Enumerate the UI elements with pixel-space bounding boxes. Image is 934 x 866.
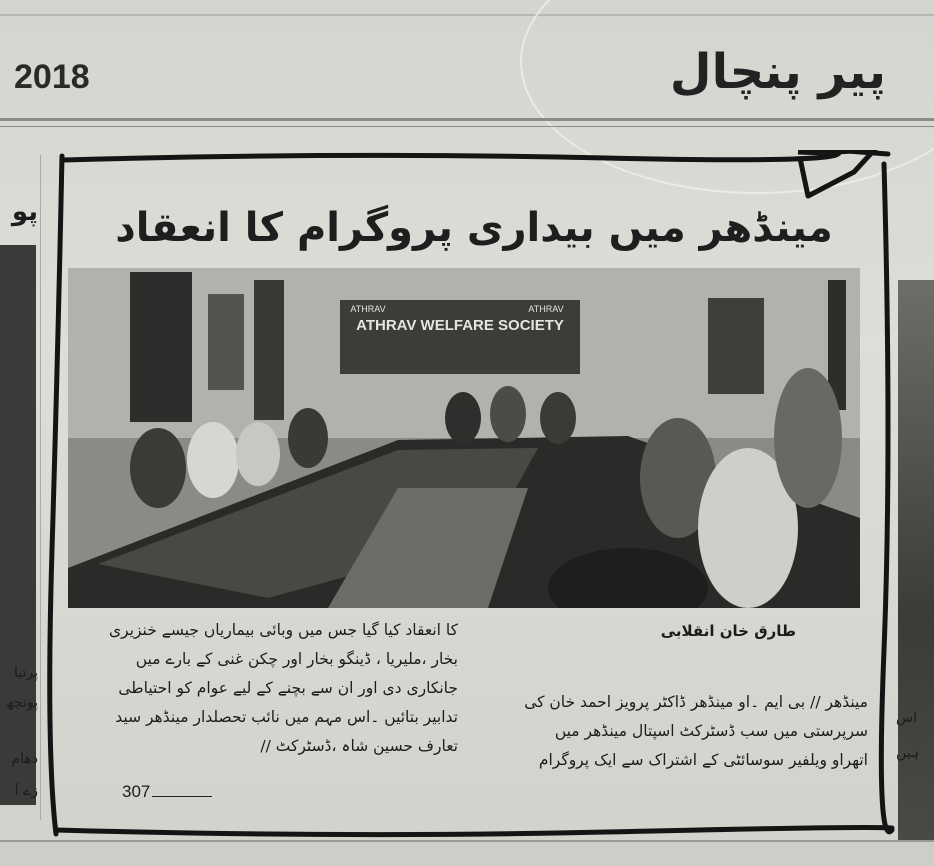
side-fragment: ہیں (896, 745, 920, 761)
masthead-rule-thin (0, 126, 934, 127)
byline-underline (152, 796, 212, 797)
photo-caption: طارق خان انقلابی (660, 622, 796, 640)
side-fragment: پرتیا (13, 665, 38, 681)
meeting-hall-illustration (68, 268, 860, 608)
newspaper-name: پیر پنچال (669, 44, 886, 100)
byline-value: 307 (122, 782, 151, 801)
article-line: تدابیر بتائیں ۔اس مہم میں نائب تحصلدار مینڈھر سید (115, 708, 458, 726)
event-photo (68, 268, 860, 608)
next-article-edge (0, 840, 934, 866)
adjacent-column-right (896, 155, 934, 820)
article-line: کا انعقاد کیا گیا جس میں وبائی بیماریاں جیسے خنزیری (109, 621, 458, 639)
byline-number (122, 782, 212, 802)
banner-logo-text: ATHRAV (528, 304, 564, 314)
side-fragment: دھام (11, 751, 38, 767)
news-article (46, 150, 896, 840)
adjacent-photo-left (0, 245, 36, 805)
article-headline: مینڈھر میں بیداری پروگرام کا انعقاد (115, 205, 833, 251)
side-fragment: اس (896, 710, 917, 726)
banner-logo-text: ATHRAV (350, 304, 386, 314)
masthead (0, 0, 934, 140)
article-line: جانکاری دی اور ان سے بچنے کے لیے عوام کو احتیاطی (118, 679, 458, 697)
issue-year: 2018 (14, 58, 90, 96)
article-line: بخار ،ملیریا ، ڈینگو بخار اور چکن غنی کے بارے میں (135, 650, 458, 668)
side-fragment: زے آ (14, 783, 38, 799)
article-line: مینڈھر // بی ایم ۔او مینڈھر ڈاکٹر پرویز احمد خان کی (524, 693, 868, 711)
article-line: سرپرستی میں سب ڈسٹرکٹ اسپتال مینڈھر میں (554, 722, 868, 740)
article-column-left (68, 616, 458, 761)
adjacent-column-left (0, 155, 41, 820)
banner-text: ATHRAV WELFARE SOCIETY (356, 317, 564, 334)
side-fragment: پو (11, 197, 38, 227)
article-line: اتھراو ویلفیر سوسائٹی کے اشتراک سے ایک پروگرام (538, 751, 868, 769)
article-line: تعارف حسین شاہ ،ڈسٹرکٹ // (260, 737, 458, 755)
article-column-right (478, 688, 868, 775)
masthead-rule (0, 118, 934, 121)
side-fragment: پونچھ (5, 695, 38, 711)
